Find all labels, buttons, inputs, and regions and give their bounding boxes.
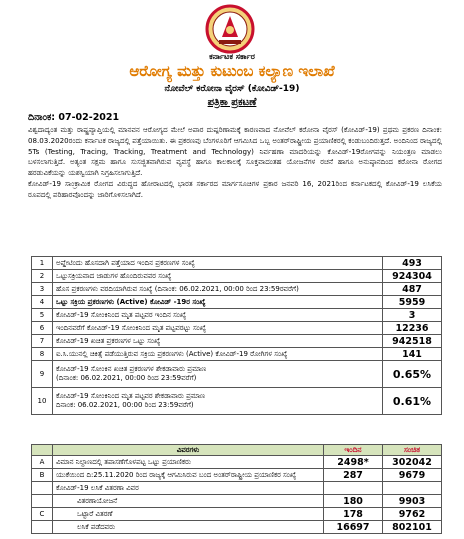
- summary-row: [32, 335, 442, 348]
- detail-row-total: [383, 482, 442, 495]
- row-label-text: ಅಪ್ಡೇಟಿಂದು ಹೊಸದಾಗಿ ಪತ್ತೆಯಾದ ಇಂದಿನ ಪ್ರಕರಣಗಳ ಸಂಖ್ಯೆ: [56, 258, 195, 267]
- row-number: 1: [32, 257, 53, 270]
- detail-row-letter: B: [32, 469, 53, 482]
- row-label-date: (ದಿನಾಂಕ: 06.02.2021, 00:00 ರಿಂದ 23:59ವರೆಗೆ): [56, 374, 197, 382]
- detail-row-letter: [32, 482, 53, 495]
- summary-row: [32, 283, 442, 296]
- row-number: 2: [32, 270, 53, 283]
- row-label-text: ಇಂದಿನವರೆಗೆ ಕೋವಿಡ್-19 ಸೋಂಕಿನಿಂದ ಮೃತ ಪಟ್ಟವರಟ್ಟು ಸಂಖ್ಯೆ: [56, 323, 207, 332]
- intro-text-2: ಕೋವಿಡ್-19 ಸಾಂಕ್ರಾಮಿಕ ರೋಗದ ವಿರುದ್ಧದ ಹೋರಾಟದಲ್ಲಿ ಭಾರತ ಸರ್ಕಾರದ ಮಾರ್ಗಸೂಚಿಗಳ ಪ್ರಕಾರ ಜನವರಿ 16, 2021ರಿಂದ ಕರ್ನಾಟಕದಲ್ಲಿ ಕೋವಿಡ್-19 ಲಸಿಕೆಯ ರೂಪದಲ್ಲಿ ಪರಿಹಾರವೊಂದನ್ನು ಜಾರಿಗೊಳಿಸಲಾಗಿದೆ.: [28, 178, 442, 199]
- row-label-text: ಹೊಸ ಪ್ರಕರಣಗಳು ವರದಿಯಾಗಿರುವ ಸಂಖ್ಯೆ (ದಿನಾಂಕ: 06.02.2021, 00:00 ರಿಂದ 23:59ರವರೆಗೆ): [56, 284, 299, 293]
- header-blank: [32, 445, 53, 456]
- row-value: 0.61%: [383, 388, 442, 415]
- row-label-text: ಕೋವಿಡ್-19 ಸೋಂಕಿನ ಖಚಿತ ಪ್ರಕರಣಗಳ ಶೇಕಡಾವಾರು ಪ್ರಮಾಣ: [56, 365, 207, 373]
- row-number: 8: [32, 348, 53, 361]
- row-value: 12236: [383, 322, 442, 335]
- row-number: 10: [32, 388, 53, 415]
- detail-row-today: [324, 482, 383, 495]
- row-label: [53, 257, 383, 270]
- row-label-text: ಐ.ಸಿ.ಯುನಲ್ಲಿ ಚಿಕಿತ್ಸೆ ಪಡೆಯುತ್ತಿರುವ ಸಕ್ರಿಯ ಪ್ರಕರಣಗಳು (Active) ಕೋವಿಡ್-19 ರೋಗಿಗಳ ಸಂಖ್ಯೆ: [56, 349, 288, 358]
- row-label-text: ಕೋವಿಡ್-19 ಖಚಿತ ಪ್ರಕರಣಗಳ ಒಟ್ಟು ಸಂಖ್ಯೆ: [56, 336, 161, 345]
- summary-row: [32, 296, 442, 309]
- row-value: 0.65%: [383, 361, 442, 388]
- detail-row-total: 9762: [383, 508, 442, 521]
- detail-row-today: 178: [324, 508, 383, 521]
- karnataka-emblem-icon: [205, 4, 255, 54]
- row-label: [53, 348, 383, 361]
- detail-row-total: 9903: [383, 495, 442, 508]
- detail-row-label: ವಿಮಾನ ನಿಲ್ದಾಣದಲ್ಲಿ ತಪಾಸಣೆಗೊಳಪಟ್ಟ ಒಟ್ಟು ಪ್ರಯಾಣಿಕರು: [53, 456, 324, 469]
- detail-row-total: 802101: [383, 521, 442, 534]
- detail-row-today: 2498*: [324, 456, 383, 469]
- row-label: [53, 322, 383, 335]
- detail-row: [32, 482, 442, 495]
- detail-row-today: 16697: [324, 521, 383, 534]
- row-value: 493: [383, 257, 442, 270]
- row-value: 924304: [383, 270, 442, 283]
- summary-row: [32, 388, 442, 415]
- row-label: [53, 283, 383, 296]
- summary-row: [32, 348, 442, 361]
- row-label: [53, 361, 383, 388]
- press-release-heading: ಪತ್ರಿಕಾ ಪ್ರಕಟಣೆ: [207, 97, 257, 108]
- row-number: 3: [32, 283, 53, 296]
- header-today: ಇಂದಿನ: [324, 445, 383, 456]
- row-number: 4: [32, 296, 53, 309]
- intro-paragraph: [28, 125, 442, 201]
- row-label-date: ದಿನಾಂಕ: 06.02.2021, 00:00 ರಿಂದ 23:59ವರೆಗೆ): [56, 401, 194, 409]
- detail-row: [32, 508, 442, 521]
- header-details: ವಿವರಗಳು: [53, 445, 324, 456]
- row-value: 3: [383, 309, 442, 322]
- detail-row-label: ಕೋವಿಡ್-19 ಲಸಿಕೆ ವಿತರಣಾ ವಿವರ: [53, 482, 324, 495]
- row-label-text: ಕೋವಿಡ್-19 ಸೋಂಕಿನಿಂದ ಮೃತ ಪಟ್ಟವರ ಇಂದಿನ ಸಂಖ್ಯೆ: [56, 310, 187, 319]
- summary-row: [32, 322, 442, 335]
- detail-row-label: ವಿತರಣಾಯೋಜನೆ: [53, 495, 324, 508]
- detail-row: [32, 521, 442, 534]
- row-number: 5: [32, 309, 53, 322]
- department-title: ಆರೋಗ್ಯ ಮತ್ತು ಕುಟುಂಬ ಕಲ್ಯಾಣ ಇಲಾಖೆ: [129, 62, 335, 80]
- detail-table: [31, 444, 442, 534]
- row-label: [53, 309, 383, 322]
- row-label: [53, 388, 383, 415]
- row-number: 6: [32, 322, 53, 335]
- detail-row-label: ಲಸಿಕೆ ಪಡೆದವರು: [53, 521, 324, 534]
- summary-table: [31, 256, 442, 415]
- row-number: 9: [32, 361, 53, 388]
- row-value: 5959: [383, 296, 442, 309]
- detail-row-letter: C: [32, 508, 53, 521]
- detail-row-total: 9679: [383, 469, 442, 482]
- row-label-text: ಒಟ್ಟುಸಕ್ರಿಯವಾದ ಜಾಡುಗಳ ಹೊಂದಿರುವವರ ಸಂಖ್ಯೆ: [56, 271, 172, 280]
- detail-row-letter: A: [32, 456, 53, 469]
- row-label: [53, 296, 383, 309]
- detail-row-letter: [32, 495, 53, 508]
- intro-text-1: ವಿಶ್ವದಾದ್ಯಂತ ಮತ್ತು ರಾಷ್ಟ್ರವ್ಯಾಪ್ತಿಯಲ್ಲಿ ಮಾನವನ ಆರೋಗ್ಯದ ಮೇಲೆ ಅಪಾರ ದುಷ್ಪರಿಣಾಮಕ್ಕೆ ಕಾರಣವಾದ ನೋವೆಲ್ ಕರೋನಾ ವೈರಸ್ (ಕೋವಿಡ್-19) ಪ್ರಥಮ ಪ್ರಕರಣ ದಿನಾಂಕ: 08.03.2020ರಂದು ಕರ್ನಾಟಕ ರಾಜ್ಯದಲ್ಲಿ ಪತ್ತೆಯಾಯಿತು. ಈ ಪ್ರಕರಣವು ಬೆಂಗಳೂರಿಗೆ ಆಗಮಿಸಿದ ಒಬ್ಬ ಅಂತರ್‌ರಾಷ್ಟ್ರೀಯ ಪ್ರಯಾಣಿಕರಲ್ಲಿ ಕಂಡುಬಂದಿರುತ್ತದೆ. ಅಂದಿನಿಂದ ರಾಜ್ಯದಲ್ಲಿ 5Ts (Testing, Tracing, Tracking, Treatment and Technology) ನಿರ್ವಹಣಾ ಮಾದರಿಯನ್ನು ಕೋವಿಡ್-19ರೋಗವನ್ನು ನಿಯಂತ್ರಣ ಮಾಡಲು ಬಳಸಲಾಗುತ್ತಿದೆ. ಅತ್ಯಂತ ಸಕ್ಷಮ ಹಾಗೂ ಸುಸಜ್ಜಿತವಾಗಿರುವ ವ್ಯವಸ್ಥೆ ಹಾಗೂ ಕಾಲಕಾಲಕ್ಕೆ ಸೂಕ್ತವಾದಂತಹ ಯೋಜನೆಗಳ ರಚನೆ ಹಾಗೂ ಅನುಷ್ಠಾನದಿಂದ ಕರೋನಾ ರೋಗದ ಹರಡುವಿಕೆಯನ್ನು ಯಶಸ್ವಿಯಾಗಿ ನಿಗ್ರಹಿಸಲಾಗುತ್ತಿದೆ.: [28, 125, 442, 178]
- detail-header-row: [32, 445, 442, 456]
- release-date: ದಿನಾಂಕ: 07-02-2021: [28, 112, 120, 123]
- detail-row-today: 287: [324, 469, 383, 482]
- summary-row: [32, 361, 442, 388]
- detail-row: [32, 456, 442, 469]
- subtitle: ನೋವೆಲ್ ಕರೋನಾ ವೈರಸ್ (ಕೋವಿಡ್-19): [164, 84, 300, 94]
- detail-row-total: 302042: [383, 456, 442, 469]
- row-value: 487: [383, 283, 442, 296]
- row-label-text: ಒಟ್ಟು ಸಕ್ರಿಯ ಪ್ರಕರಣಗಳು (Active) ಕೋವಿಡ್ -19ರ ಸಂಖ್ಯೆ: [56, 297, 206, 306]
- detail-row-label: ಯುಕೆಯಿಂದ ದಿ:25.11.2020 ರಿಂದ ರಾಜ್ಯಕ್ಕೆ ಆಗಮಿಸಿರುವ ಬಂದ ಅಂತರ್‌ರಾಷ್ಟ್ರೀಯ ಪ್ರಯಾಣಿಕರ ಸಂಖ್ಯೆ: [53, 469, 324, 482]
- government-name: ಕರ್ನಾಟಕ ಸರ್ಕಾರ: [209, 52, 255, 61]
- header-total: ಸಂಚಿತ: [383, 445, 442, 456]
- row-label: [53, 270, 383, 283]
- detail-row-today: 180: [324, 495, 383, 508]
- detail-row-label: ಒಟ್ಟಾರೆ ವಿತರಣೆ: [53, 508, 324, 521]
- detail-row-letter: [32, 521, 53, 534]
- row-value: 942518: [383, 335, 442, 348]
- row-value: 141: [383, 348, 442, 361]
- detail-row: [32, 469, 442, 482]
- row-label-text: ಕೋವಿಡ್-19 ಸೋಂಕಿನಿಂದ ಮೃತ ಪಟ್ಟವರ ಶೇಕಡಾವಾರು ಪ್ರಮಾಣ: [56, 392, 206, 400]
- summary-row: [32, 270, 442, 283]
- detail-row: [32, 495, 442, 508]
- row-number: 7: [32, 335, 53, 348]
- row-label: [53, 335, 383, 348]
- summary-row: [32, 309, 442, 322]
- summary-row: [32, 257, 442, 270]
